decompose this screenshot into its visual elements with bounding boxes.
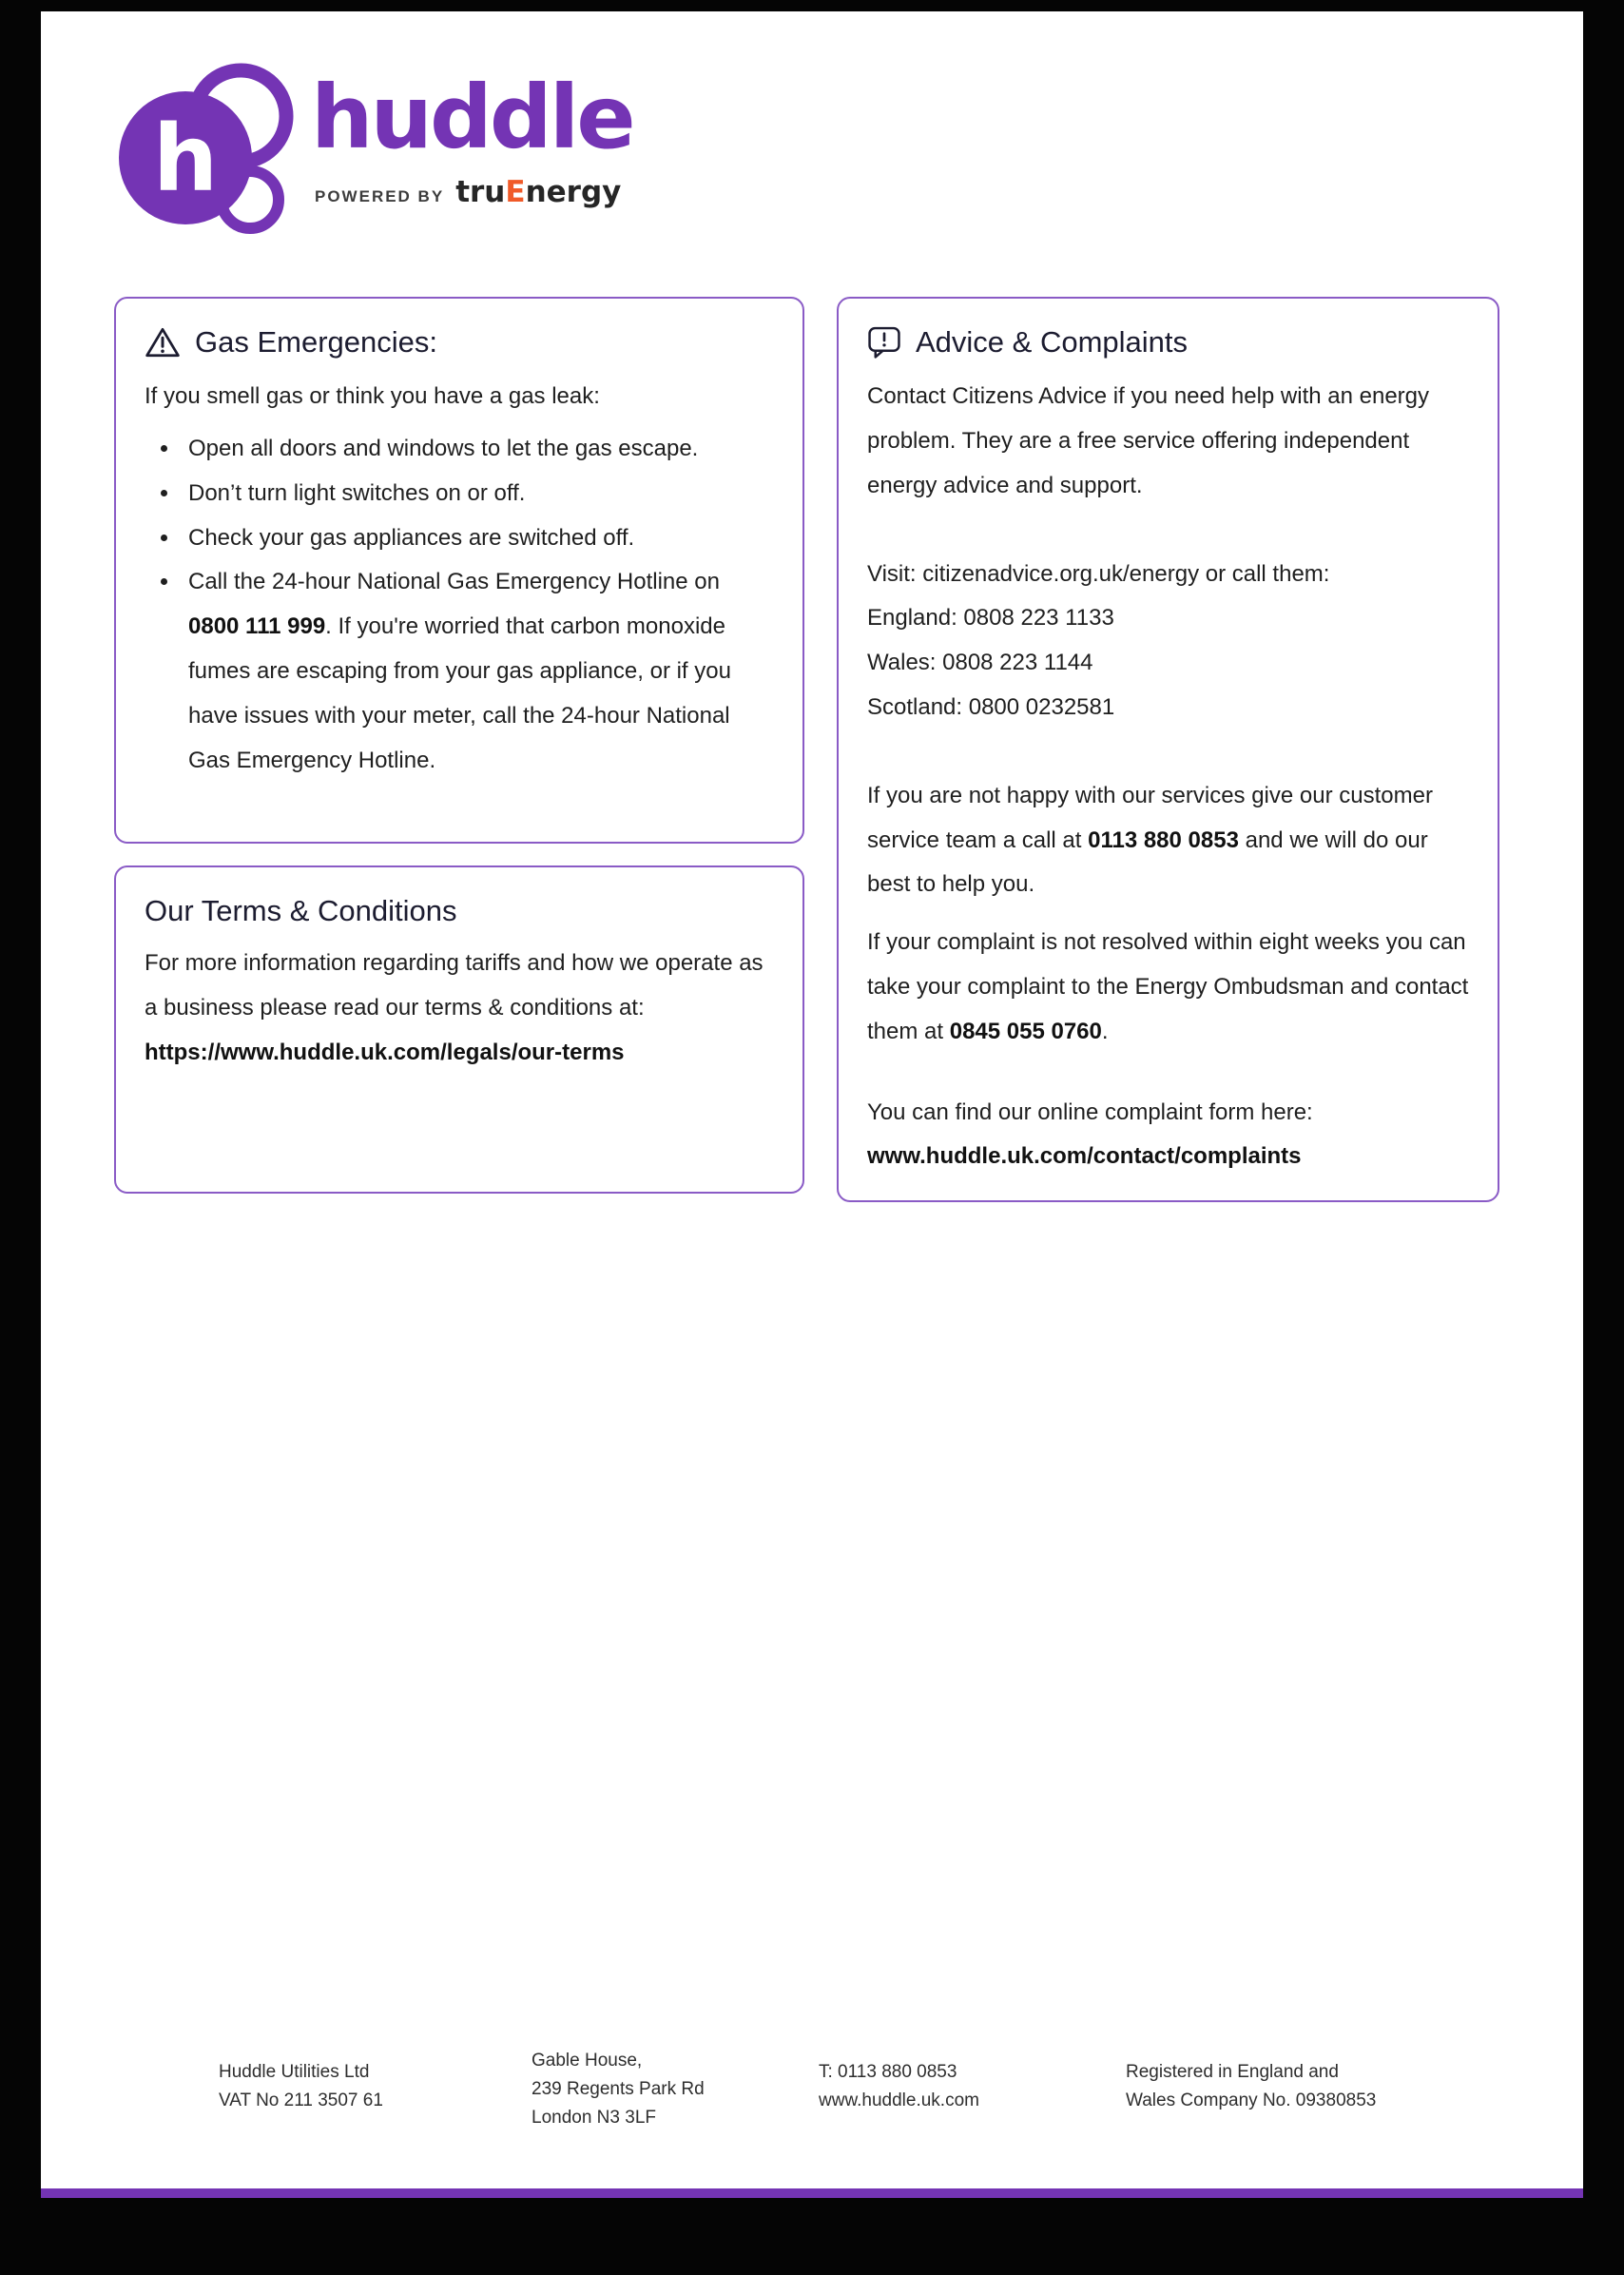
footer-company-block bbox=[219, 2058, 383, 2115]
advice-phone-scotland: Scotland: 0800 0232581 bbox=[867, 694, 1115, 721]
gas-bullet-list bbox=[145, 427, 774, 783]
gas-emergencies-box bbox=[114, 297, 804, 844]
gas-bullet-switches: • Don’t turn light switches on or off. bbox=[181, 472, 774, 516]
terms-conditions-box bbox=[114, 865, 804, 1194]
advice-p2-post: and we will do our best to help you. bbox=[867, 826, 1428, 898]
gas-emergencies-title: Gas Emergencies: bbox=[195, 325, 437, 359]
advice-title: Advice & Complaints bbox=[916, 325, 1189, 359]
advice-phone-england: England: 0808 223 1133 bbox=[867, 605, 1114, 632]
footer-contact-block bbox=[819, 2058, 979, 2115]
gas-hotline-number: 0800 111 999 bbox=[188, 613, 326, 640]
gas-bullet-doors: • Open all doors and windows to let the gas escape. bbox=[181, 427, 774, 472]
footer-vat-number: VAT No 211 3507 61 bbox=[219, 2090, 383, 2111]
logo-monogram: h bbox=[152, 106, 219, 212]
gas-emergencies-title-row bbox=[145, 323, 774, 361]
advice-title-row bbox=[867, 323, 1469, 361]
advice-p2-pre: If you are not happy with our services give our customer service team a call at bbox=[867, 782, 1433, 853]
terms-link: https://www.huddle.uk.com/legals/our-terms bbox=[145, 1039, 625, 1065]
gas-hotline-pre: Call the 24-hour National Gas Emergency Hotline on bbox=[188, 569, 720, 595]
advice-complaints-box bbox=[837, 297, 1499, 1202]
footer-registration-block bbox=[1126, 2058, 1376, 2115]
terms-body-pre: For more information regarding tariffs and how we operate as a business please read our terms & conditions at: bbox=[145, 950, 764, 1021]
gas-intro: If you smell gas or think you have a gas leak: bbox=[145, 383, 600, 410]
terms-body bbox=[145, 942, 774, 1075]
footer-address-line-2: 239 Regents Park Rd bbox=[532, 2079, 705, 2100]
gas-bullet-hotline bbox=[181, 560, 774, 783]
speech-bubble-exclamation-icon bbox=[867, 326, 901, 359]
powered-by-label: POWERED BY bbox=[315, 187, 445, 205]
footer-registration-line-1: Registered in England and bbox=[1126, 2062, 1339, 2082]
footer-address-block bbox=[532, 2047, 705, 2132]
advice-visit-line: Visit: citizenadvice.org.uk/energy or call them: bbox=[867, 560, 1330, 587]
footer-address-line-1: Gable House, bbox=[532, 2051, 643, 2071]
advice-complaint-link: www.huddle.uk.com/contact/complaints bbox=[867, 1143, 1302, 1170]
terms-title-row bbox=[145, 892, 774, 930]
logo-text bbox=[311, 57, 633, 209]
truenergy-nergy: nergy bbox=[525, 175, 622, 209]
truenergy-e: E bbox=[505, 175, 526, 209]
bottom-purple-rule bbox=[41, 2188, 1583, 2198]
brand-wordmark: huddle bbox=[311, 67, 633, 168]
advice-p3-post: . bbox=[1101, 1018, 1109, 1044]
advice-ombudsman-number: 0845 055 0760 bbox=[949, 1018, 1102, 1044]
truenergy-tru: tru bbox=[455, 175, 506, 209]
footer-registration-line-2: Wales Company No. 09380853 bbox=[1126, 2090, 1377, 2111]
footer-address-line-3: London N3 3LF bbox=[532, 2108, 656, 2129]
footer-company-name: Huddle Utilities Ltd bbox=[219, 2062, 370, 2082]
footer-phone: T: 0113 880 0853 bbox=[819, 2062, 957, 2082]
warning-triangle-icon bbox=[145, 326, 181, 359]
advice-complaint-link-line bbox=[867, 1135, 1469, 1179]
letter-page bbox=[41, 11, 1583, 2198]
advice-complaint-form-line: You can find our online complaint form here: bbox=[867, 1099, 1313, 1125]
advice-ombudsman-paragraph bbox=[867, 921, 1469, 1054]
advice-p3-pre: If your complaint is not resolved within eight weeks you can take your complaint to the Energy Ombudsman and contact them at bbox=[867, 929, 1469, 1044]
advice-citizens-paragraph: Contact Citizens Advice if you need help with an energy problem. They are a free service offering independent energy advice and support. bbox=[867, 383, 1430, 498]
powered-by-row bbox=[311, 175, 633, 209]
gas-bullet-appliances: • Check your gas appliances are switched off. bbox=[181, 516, 774, 561]
terms-title: Our Terms & Conditions bbox=[145, 894, 457, 927]
advice-customer-service-number: 0113 880 0853 bbox=[1088, 826, 1239, 853]
footer-website: www.huddle.uk.com bbox=[819, 2090, 979, 2111]
huddle-logo-icon bbox=[117, 57, 298, 247]
huddle-logo bbox=[117, 57, 633, 247]
truenergy-wordmark bbox=[455, 175, 621, 209]
advice-customer-service-paragraph bbox=[867, 774, 1469, 907]
advice-phone-wales: Wales: 0808 223 1144 bbox=[867, 650, 1093, 676]
gas-hotline-post: . If you're worried that carbon monoxide fumes are escaping from your gas appliance, or if you have issues with your meter, call the 24-hour National Gas Emergency Hotline. bbox=[188, 613, 731, 773]
